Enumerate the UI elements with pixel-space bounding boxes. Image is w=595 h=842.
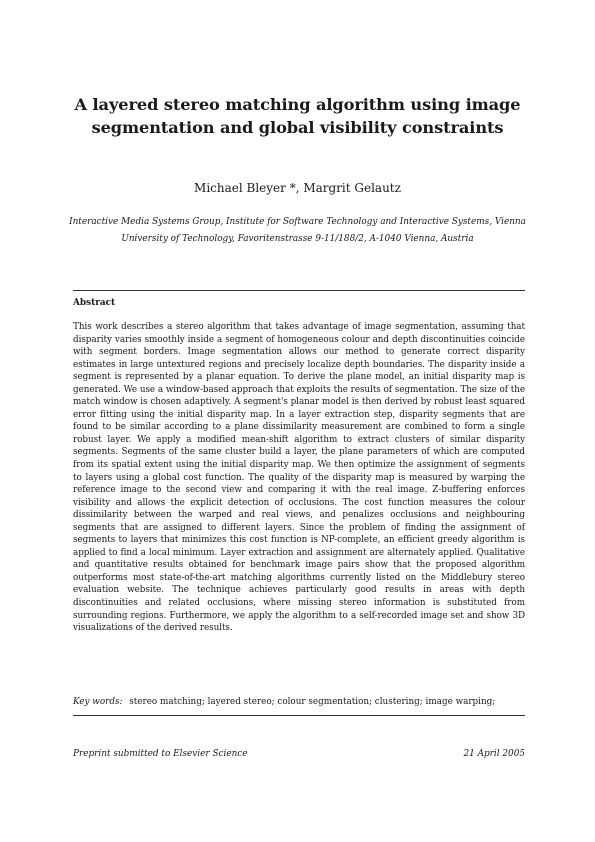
keywords-text: stereo matching; layered stereo; colour segmentation; clustering; image warping; bbox=[129, 697, 496, 707]
abstract-text: This work describes a stereo algorithm that takes advantage of image segmentation, assuming that disparity varies smoothly inside a segment of homogeneous colour and depth discontinuities coincide with segment borders. Image segmentation allows our method to generate correct disparity estimates in large untextured regions and precisely localize depth boundaries. The disparity inside a segment is represented by a planar equation. To derive the plane model, an initial disparity map is generated. We use a window-based approach that exploits the results of segmentation. The size of the match window is chosen adaptively. A segment's planar model is then derived by robust least squared error fitting using the initial disparity map. In a layer extraction step, disparity segments that are found to be similar according to a plane dissimilarity measurement are combined to form a single robust layer. We apply a modified mean-shift algorithm to extract clusters of similar disparity segments. Segments of the same cluster build a layer, the plane parameters of which are computed from its spatial extent using the initial disparity map. We then optimize the assignment of segments to layers using a global cost function. The quality of the disparity map is measured by warping the reference image to the second view and comparing it with the real image. Z-buffering enforces visibility and allows the explicit detection of occlusions. The cost function measures the colour dissimilarity between the warped and real views, and penalizes occlusions and neighbouring segments that are assigned to different layers. Since the problem of finding the assignment of segments to layers that minimizes this cost function is NP-complete, an efficient greedy algorithm is applied to find a local minimum. Layer extraction and assignment are alternately applied. Qualitative and quantitative results obtained for benchmark image pairs show that the proposed algorithm outperforms most state-of-the-art matching algorithms currently listed on the Middlebury stereo evaluation website. The technique achieves particularly good results in areas with depth discontinuities and related occlusions, where missing stereo information is substituted from surrounding regions. Furthermore, we apply the algorithm to a self-recorded image set and show 3D visualizations of the derived results. bbox=[73, 322, 525, 634]
preprint-date: 21 April 2005 bbox=[463, 749, 525, 759]
abstract-heading: Abstract bbox=[73, 298, 116, 308]
keywords-line bbox=[73, 696, 525, 708]
author-list: Michael Bleyer *, Margrit Gelautz bbox=[194, 181, 401, 195]
abstract-top-rule bbox=[73, 290, 525, 291]
keywords-label: Key words: bbox=[73, 697, 123, 707]
abstract-bottom-rule bbox=[73, 715, 525, 716]
affiliation: Interactive Media Systems Group, Institute for Software Technology and Interactive Systems, Vienna University of Technology, Favoritenstrasse 9-11/188/2, A-1040 Vienna, Austria bbox=[69, 217, 526, 244]
paper-title: A layered stereo matching algorithm using image segmentation and global visibility constraints bbox=[74, 95, 521, 137]
preprint-note: Preprint submitted to Elsevier Science bbox=[73, 749, 248, 759]
